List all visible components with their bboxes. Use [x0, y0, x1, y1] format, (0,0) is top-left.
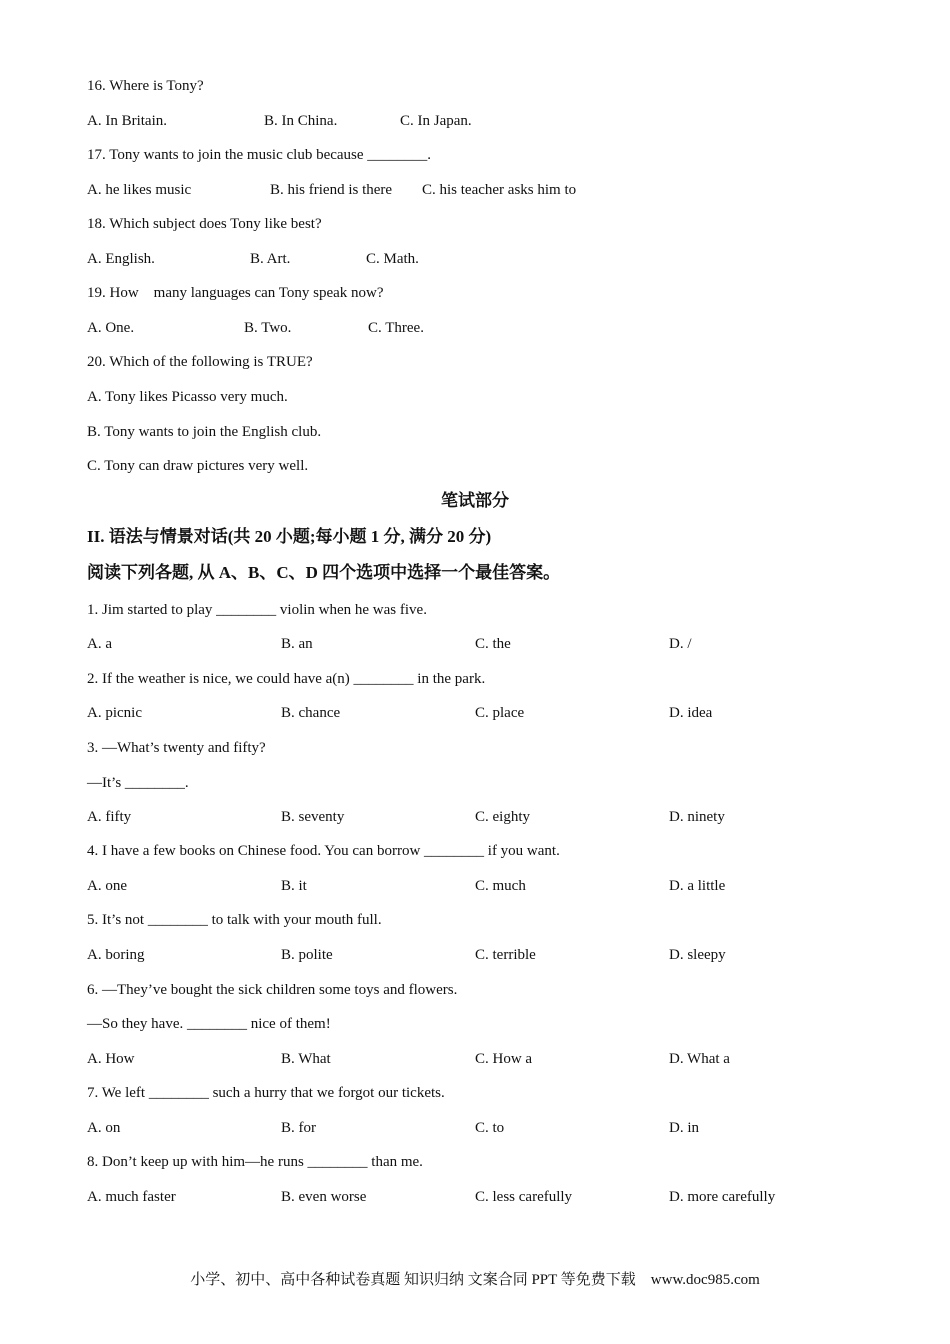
option-7c: C. to: [475, 1120, 505, 1136]
option-5a: A. boring: [87, 947, 145, 963]
option-8a: A. much faster: [87, 1189, 176, 1205]
option-3a: A. fifty: [87, 809, 132, 825]
option-1a: A. a: [87, 636, 112, 652]
option-6b: B. What: [281, 1051, 331, 1067]
option-4a: A. one: [87, 878, 127, 894]
option-17c: C. his teacher asks him to: [422, 182, 577, 198]
option-5c: C. terrible: [475, 947, 536, 963]
option-6d: D. What a: [669, 1051, 730, 1067]
question-8: 8. Don’t keep up with him—he runs ________ than me.: [87, 1154, 423, 1170]
written-section-title: 笔试部分: [441, 491, 509, 510]
option-7a: A. on: [87, 1120, 121, 1136]
option-16b: B. In China.: [264, 113, 338, 129]
option-6c: C. How a: [475, 1051, 533, 1067]
option-20b: B. Tony wants to join the English club.: [87, 424, 322, 440]
question-3-reply: —It’s ________.: [87, 775, 189, 791]
option-17a: A. he likes music: [87, 182, 192, 198]
option-3d: D. ninety: [669, 809, 725, 825]
option-2b: B. chance: [281, 705, 341, 721]
option-2c: C. place: [475, 705, 525, 721]
question-20: 20. Which of the following is TRUE?: [87, 354, 313, 370]
option-2a: A. picnic: [87, 705, 142, 721]
option-7b: B. for: [281, 1120, 316, 1136]
option-18c: C. Math.: [366, 251, 419, 267]
option-17b: B. his friend is there: [270, 182, 393, 198]
question-6: 6. —They’ve bought the sick children some toys and flowers.: [87, 982, 458, 998]
question-17: 17. Tony wants to join the music club because ________.: [87, 147, 432, 163]
option-4d: D. a little: [669, 878, 726, 894]
option-4c: C. much: [475, 878, 526, 894]
option-20c: C. Tony can draw pictures very well.: [87, 458, 309, 474]
option-20a: A. Tony likes Picasso very much.: [87, 389, 288, 405]
option-4b: B. it: [281, 878, 307, 894]
option-3b: B. seventy: [281, 809, 345, 825]
question-3: 3. —What’s twenty and fifty?: [87, 740, 266, 756]
question-4: 4. I have a few books on Chinese food. You can borrow ________ if you want.: [87, 843, 560, 859]
instruction: 阅读下列各题, 从 A、B、C、D 四个选项中选择一个最佳答案。: [87, 563, 561, 582]
question-19: 19. How many languages can Tony speak now?: [87, 285, 384, 301]
question-16: 16. Where is Tony?: [87, 78, 204, 94]
question-2: 2. If the weather is nice, we could have a(n) ________ in the park.: [87, 671, 486, 687]
question-18: 18. Which subject does Tony like best?: [87, 216, 322, 232]
option-18a: A. English.: [87, 251, 155, 267]
option-18b: B. Art.: [250, 251, 291, 267]
option-8d: D. more carefully: [669, 1189, 776, 1205]
question-1: 1. Jim started to play ________ violin when he was five.: [87, 602, 427, 618]
option-19c: C. Three.: [368, 320, 424, 336]
page-footer: 小学、初中、高中各种试卷真题 知识归纳 文案合同 PPT 等免费下载 www.doc985.com: [190, 1272, 760, 1288]
option-5d: D. sleepy: [669, 947, 726, 963]
section-heading: II. 语法与情景对话(共 20 小题;每小题 1 分, 满分 20 分): [87, 527, 492, 546]
option-7d: D. in: [669, 1120, 699, 1136]
option-3c: C. eighty: [475, 809, 530, 825]
question-7: 7. We left ________ such a hurry that we forgot our tickets.: [87, 1085, 445, 1101]
option-19b: B. Two.: [244, 320, 292, 336]
option-8c: C. less carefully: [475, 1189, 573, 1205]
option-16a: A. In Britain.: [87, 113, 167, 129]
option-19a: A. One.: [87, 320, 135, 336]
option-2d: D. idea: [669, 705, 713, 721]
option-5b: B. polite: [281, 947, 333, 963]
option-1c: C. the: [475, 636, 511, 652]
option-1d: D. /: [669, 636, 692, 652]
question-5: 5. It’s not ________ to talk with your mouth full.: [87, 912, 382, 928]
question-6-reply: —So they have. ________ nice of them!: [87, 1016, 331, 1032]
option-6a: A. How: [87, 1051, 135, 1067]
option-16c: C. In Japan.: [400, 113, 472, 129]
option-1b: B. an: [281, 636, 313, 652]
option-8b: B. even worse: [281, 1189, 367, 1205]
